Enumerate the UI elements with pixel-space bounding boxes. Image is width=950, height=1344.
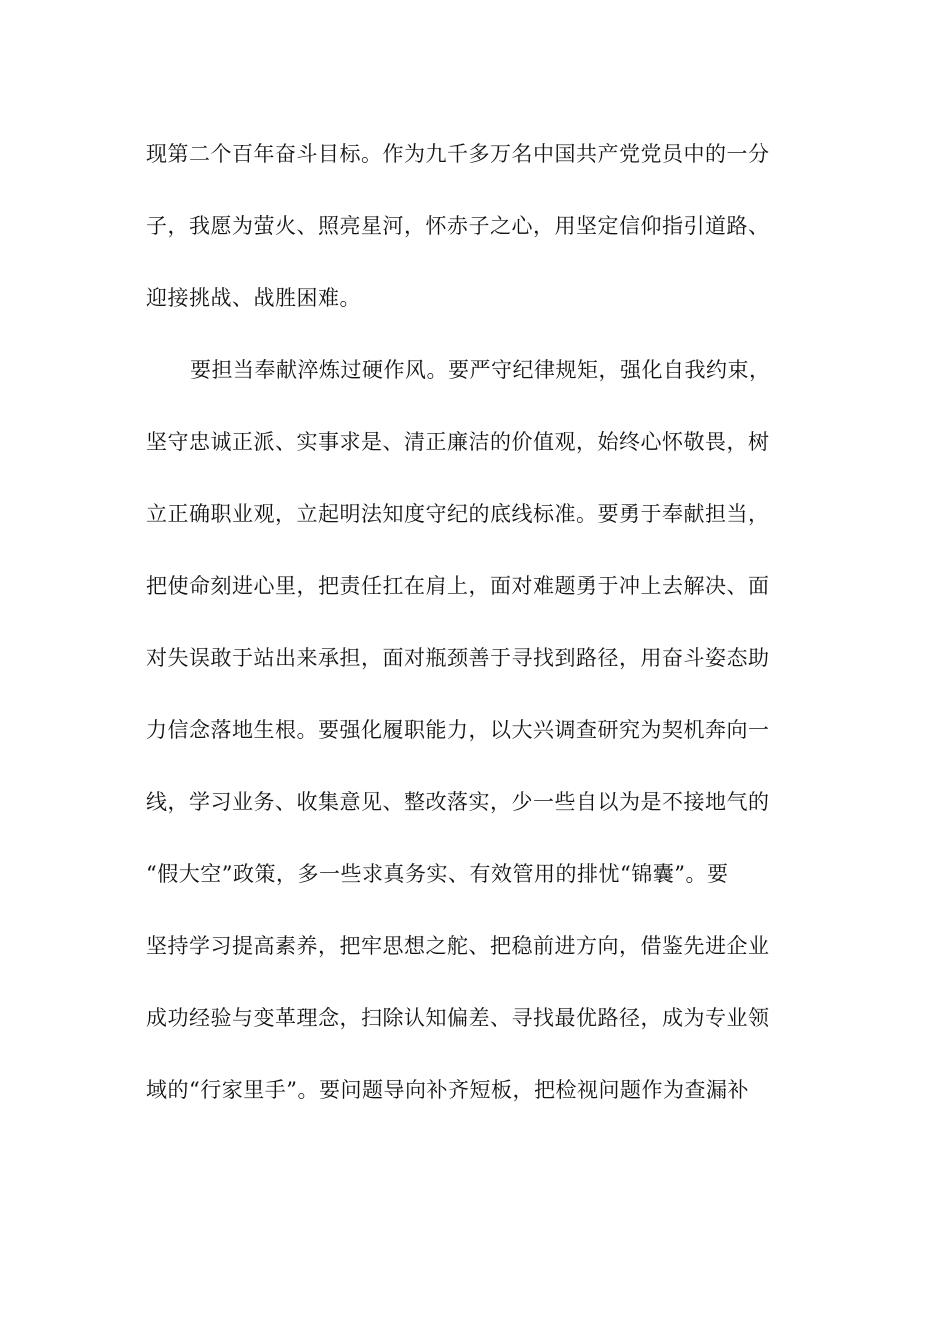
paragraph-1-line-2: 子，我愿为萤火、照亮星河，怀赤子之心，用坚定信仰指引道路、 bbox=[146, 214, 770, 238]
paragraph-2-line-7: 线，学习业务、收集意见、整改落实，少一些自以为是不接地气的 bbox=[146, 790, 770, 814]
paragraph-2-line-8: “假大空”政策，多一些求真务实、有效管用的排忧“锦囊”。要 bbox=[146, 862, 729, 886]
paragraph-1-line-3: 迎接挑战、战胜困难。 bbox=[146, 286, 361, 310]
paragraph-2-line-4: 把使命刻进心里，把责任扛在肩上，面对难题勇于冲上去解决、面 bbox=[146, 574, 770, 598]
paragraph-2-line-9: 坚持学习提高素养，把牢思想之舵、把稳前进方向，借鉴先进企业 bbox=[146, 934, 770, 958]
paragraph-2-line-5: 对失误敢于站出来承担，面对瓶颈善于寻找到路径，用奋斗姿态助 bbox=[146, 646, 770, 670]
paragraph-2-line-1: 要担当奉献淬炼过硬作风。要严守纪律规矩，强化自我约束， bbox=[190, 358, 771, 382]
paragraph-2-line-2: 坚守忠诚正派、实事求是、清正廉洁的价值观，始终心怀敬畏，树 bbox=[146, 430, 770, 454]
paragraph-2-line-6: 力信念落地生根。要强化履职能力，以大兴调查研究为契机奔向一 bbox=[146, 718, 770, 742]
paragraph-2-line-10: 成功经验与变革理念，扫除认知偏差、寻找最优路径，成为专业领 bbox=[146, 1006, 770, 1030]
paragraph-2-line-11: 域的“行家里手”。要问题导向补齐短板，把检视问题作为查漏补 bbox=[146, 1078, 749, 1102]
paragraph-1-line-1: 现第二个百年奋斗目标。作为九千多万名中国共产党党员中的一分 bbox=[146, 142, 770, 166]
paragraph-2-line-3: 立正确职业观，立起明法知度守纪的底线标准。要勇于奉献担当， bbox=[146, 502, 770, 526]
